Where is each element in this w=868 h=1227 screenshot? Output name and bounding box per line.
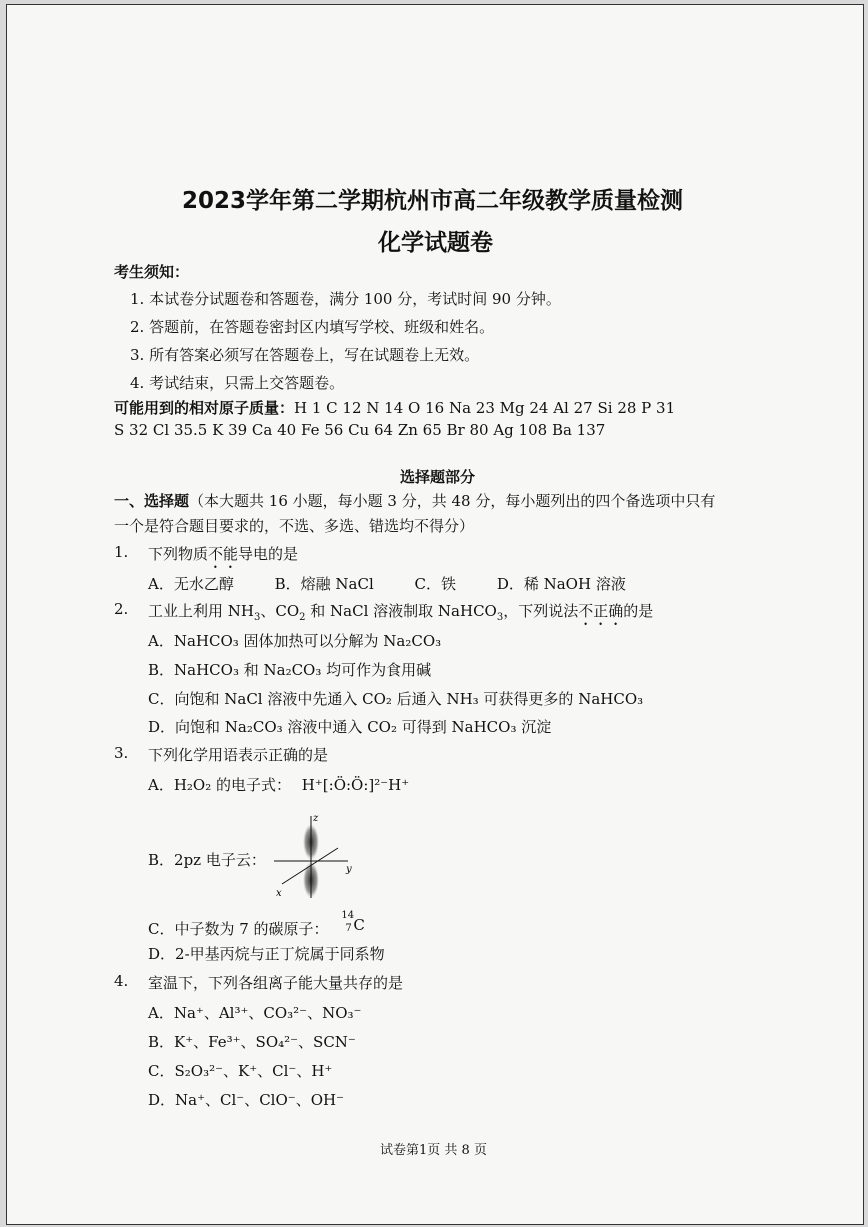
q4-option-d[interactable]: D．Na⁺、Cl⁻、ClO⁻、OH⁻	[148, 1091, 344, 1109]
subscript: 3	[253, 612, 261, 623]
exam-title: 2023学年第二学期杭州市高二年级教学质量检测	[182, 188, 684, 214]
q2-option-a[interactable]: A．NaHCO₃ 固体加热可以分解为 Na₂CO₃	[148, 632, 442, 650]
q1-option-b[interactable]: B．熔融 NaCl	[274, 575, 374, 593]
section-desc-line-1	[114, 490, 715, 511]
element-symbol: C	[353, 916, 365, 934]
mass-number: 14	[341, 910, 355, 921]
electron-cloud-diagram	[268, 810, 360, 902]
q3-option-a[interactable]	[148, 774, 409, 795]
electron-formula: H⁺[:Ö:Ö:]²⁻H⁺	[301, 776, 410, 794]
q3-number: 3.	[114, 744, 129, 762]
section-desc: （本大题共 16 小题，每小题 3 分，共 48 分，每小题列出的四个备选项中只有	[189, 492, 716, 510]
q1-number: 1.	[114, 543, 129, 561]
section-title: 选择题部分	[400, 468, 476, 486]
z-label: z	[313, 813, 319, 824]
notice-item: 1. 本试卷分试题卷和答题卷，满分 100 分，考试时间 90 分钟。	[130, 290, 561, 308]
q1-options	[148, 573, 662, 594]
atomic-mass-values: H 1 C 12 N 14 O 16 Na 23 Mg 24 Al 27 Si 28 P 31	[294, 399, 676, 417]
q3-option-a-label: A．H₂O₂ 的电子式：	[148, 776, 292, 794]
notice-item: 3. 所有答案必须写在答题卷上，写在试题卷上无效。	[130, 346, 480, 364]
q2-emphasis: 不正确	[578, 602, 624, 620]
q3-option-d[interactable]: D．2-甲基丙烷与正丁烷属于同系物	[148, 945, 385, 963]
q1-stem-part: 下列物质	[148, 545, 209, 563]
notice-item: 2. 答题前，在答题卷密封区内填写学校、班级和姓名。	[130, 318, 495, 336]
q3-stem: 下列化学用语表示正确的是	[148, 746, 329, 764]
subscript: 3	[496, 612, 504, 623]
q2-stem-part: ，下列说法	[503, 602, 579, 620]
q1-stem	[148, 543, 298, 572]
q2-stem-part: 的是	[623, 602, 654, 620]
q2-option-c[interactable]: C．向饱和 NaCl 溶液中先通入 CO₂ 后通入 NH₃ 可获得更多的 NaHCO₃	[148, 690, 644, 708]
q2-stem	[148, 600, 653, 629]
section-heading: 一、选择题	[114, 492, 190, 510]
notice-heading: 考生须知：	[114, 263, 190, 281]
q4-option-b[interactable]: B．K⁺、Fe³⁺、SO₄²⁻、SCN⁻	[148, 1033, 356, 1051]
q4-option-a[interactable]: A．Na⁺、Al³⁺、CO₃²⁻、NO₃⁻	[148, 1004, 362, 1022]
q4-option-c[interactable]: C．S₂O₃²⁻、K⁺、Cl⁻、H⁺	[148, 1062, 333, 1080]
q2-option-b[interactable]: B．NaHCO₃ 和 Na₂CO₃ 均可作为食用碱	[148, 661, 432, 679]
q3-option-c-label: C．中子数为 7 的碳原子：	[148, 920, 329, 938]
subscript: 2	[299, 612, 306, 623]
q1-option-c[interactable]: C．铁	[414, 575, 457, 593]
q2-stem-part: 工业上利用 NH	[148, 602, 254, 620]
q2-option-d[interactable]: D．向饱和 Na₂CO₃ 溶液中通入 CO₂ 可得到 NaHCO₃ 沉淀	[148, 718, 552, 736]
x-label: x	[276, 888, 282, 899]
q4-number: 4.	[114, 972, 129, 990]
notice-item: 4. 考试结束，只需上交答题卷。	[130, 374, 345, 392]
atomic-number: 7	[345, 923, 352, 934]
q1-option-a[interactable]: A．无水乙醇	[148, 575, 234, 593]
q1-emphasis: 不能	[208, 545, 239, 563]
q3-option-b[interactable]: B．2pz 电子云：	[148, 851, 266, 869]
q4-stem: 室温下，下列各组离子能大量共存的是	[148, 974, 404, 992]
exam-subtitle: 化学试题卷	[378, 230, 493, 256]
q1-stem-part: 导电的是	[238, 545, 299, 563]
q2-number: 2.	[114, 600, 129, 618]
atomic-mass-label: 可能用到的相对原子质量：	[114, 399, 295, 417]
atomic-mass-line-2: S 32 Cl 35.5 K 39 Ca 40 Fe 56 Cu 64 Zn 65 Br 80 Ag 108 Ba 137	[114, 421, 606, 439]
q2-stem-part: 、CO	[260, 602, 300, 620]
q3-option-c[interactable]	[148, 910, 371, 939]
page-footer: 试卷第1页 共 8 页	[380, 1143, 487, 1158]
isotope-notation	[341, 910, 371, 934]
section-desc-line-2: 一个是符合题目要求的，不选、多选、错选均不得分）	[114, 517, 475, 535]
q2-stem-part: 和 NaCl 溶液制取 NaHCO	[305, 602, 497, 620]
atomic-mass-line-1	[114, 397, 675, 418]
q1-option-d[interactable]: D．稀 NaOH 溶液	[496, 575, 626, 593]
y-label: y	[346, 864, 352, 875]
